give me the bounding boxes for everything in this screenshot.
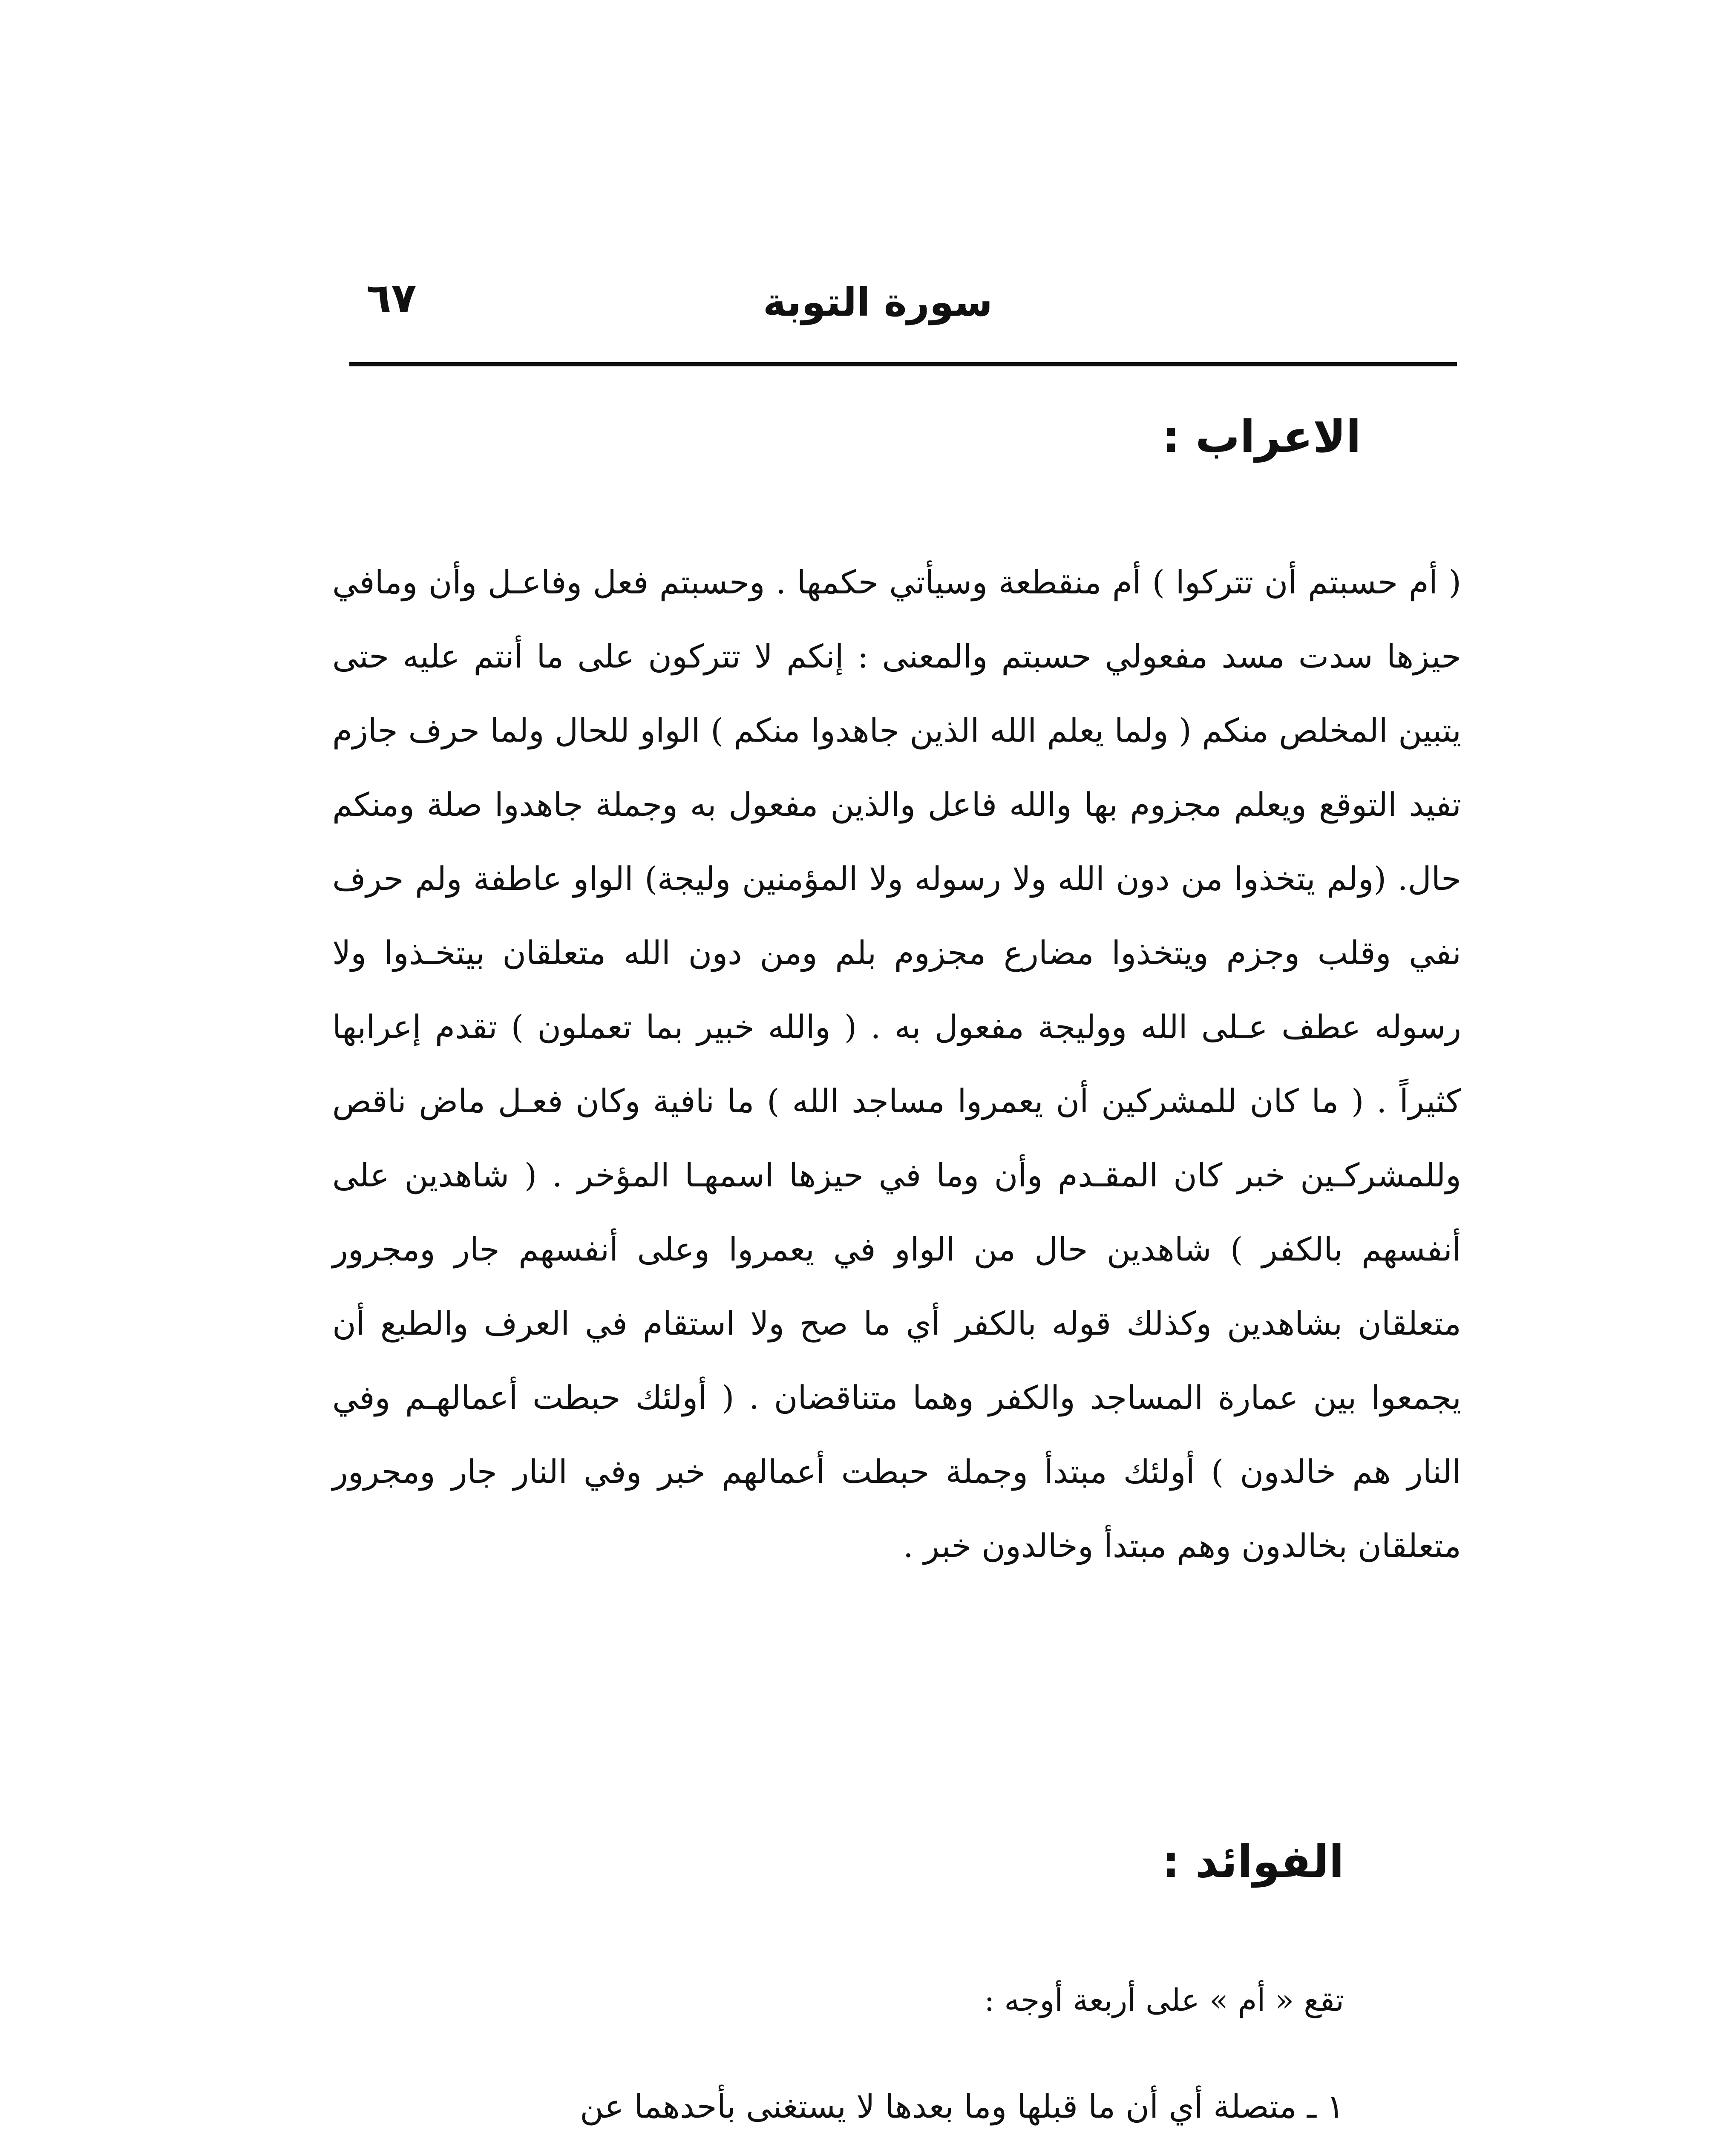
irab-paragraph: ( أم حسبتم أن تتركوا ) أم منقطعة وسيأتي حكمها . وحسبتم فعل وفاعـل وأن ومافي حيزها سدت مسد مفعولي حسبتم والمعنى : إنكم لا تتركون على ما أنتم عليه حتى يتبين المخلص منكم ( ولما يعلم الله الذين جاهدوا منكم ) الواو للحال ولما حرف جازم تفيد التوقع ويعلم مجزوم بها والله فاعل والذين مفعول به وجملة جاهدوا صلة ومنكم حال. (ولم يتخذوا من دون الله ولا رسوله ولا المؤمنين وليجة) الواو عاطفة ولم حرف نفي وقلب وجزم ويتخذوا مضارع مجزوم بلم ومن دون الله متعلقان بيتخـذوا ولا رسوله عطف عـلى الله ووليجة مفعول به . ( والله خبير بما تعملون ) تقدم إعرابها كثيراً . ( ما كان للمشركين أن يعمروا مساجد الله ) ما نافية وكان فعـل ماض ناقص وللمشركـين خبر كان المقـدم وأن وما في حيزها اسمهـا المؤخر . ( شاهدين على أنفسهم بالكفر ) شاهدين حال من الواو في يعمروا وعلى أنفسهم جار ومجرور متعلقان بشاهدين وكذلك قوله بالكفر أي ما صح ولا استقام في العرف والطبع أن يجمعوا بين عمارة المساجد والكفر وهما متناقضان . ( أولئك حبطت أعمالهـم وفي النار هم خالدون ) أولئك مبتدأ وجملة حبطت أعمالهم خبر وفي النار جار ومجرور متعلقان بخالدون وهم مبتدأ وخالدون خبر . <box>332 563 1461 1565</box>
fawaid-heading: الفوائد : <box>1162 1836 1344 1888</box>
irab-heading: الاعراب : <box>1162 411 1361 463</box>
fawaid-item-1: ١ ـ متصلة أي أن ما قبلها وما بعدها لا يستغنى بأحدهما عن <box>580 2087 1344 2125</box>
fawaid-intro-line: تقع « أم » على أربعة أوجه : <box>984 1982 1344 2018</box>
page-number: ٦٧ <box>366 274 417 322</box>
surah-title: سورة التوبة <box>763 279 993 325</box>
header-divider <box>349 362 1457 366</box>
page-header <box>349 260 1457 354</box>
